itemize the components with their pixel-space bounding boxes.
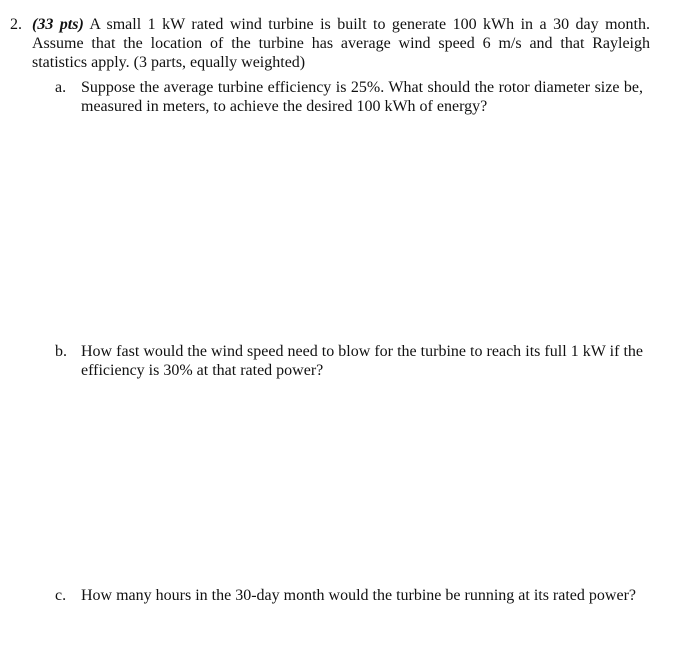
problem-points: (33 pts) [32, 16, 84, 33]
part-c-letter: c. [55, 587, 67, 604]
part-c [55, 586, 655, 605]
problem-text: A small 1 kW rated wind turbine is built to generate 100 kWh in a 30 day month. Assume that the location of the turbine has average wind speed 6 m/s and that Rayleigh statistics apply. (3 parts, equally weighted) [32, 16, 650, 71]
problem-number: 2. [10, 16, 22, 33]
part-a-question: Suppose the average turbine efficiency is 25%. What should the rotor diameter size be, measured in meters, to achieve the desired 100 kWh of energy? [81, 79, 643, 115]
problem-statement [32, 15, 650, 72]
part-c-question: How many hours in the 30-day month would the turbine be running at its rated power? [81, 587, 636, 604]
part-b-letter: b. [55, 343, 67, 360]
part-b-question: How fast would the wind speed need to blow for the turbine to reach its full 1 kW if the efficiency is 30% at that rated power? [81, 343, 643, 379]
part-a-letter: a. [55, 79, 67, 96]
part-b [55, 342, 655, 380]
problem-2 [10, 15, 650, 72]
part-a [55, 78, 655, 116]
